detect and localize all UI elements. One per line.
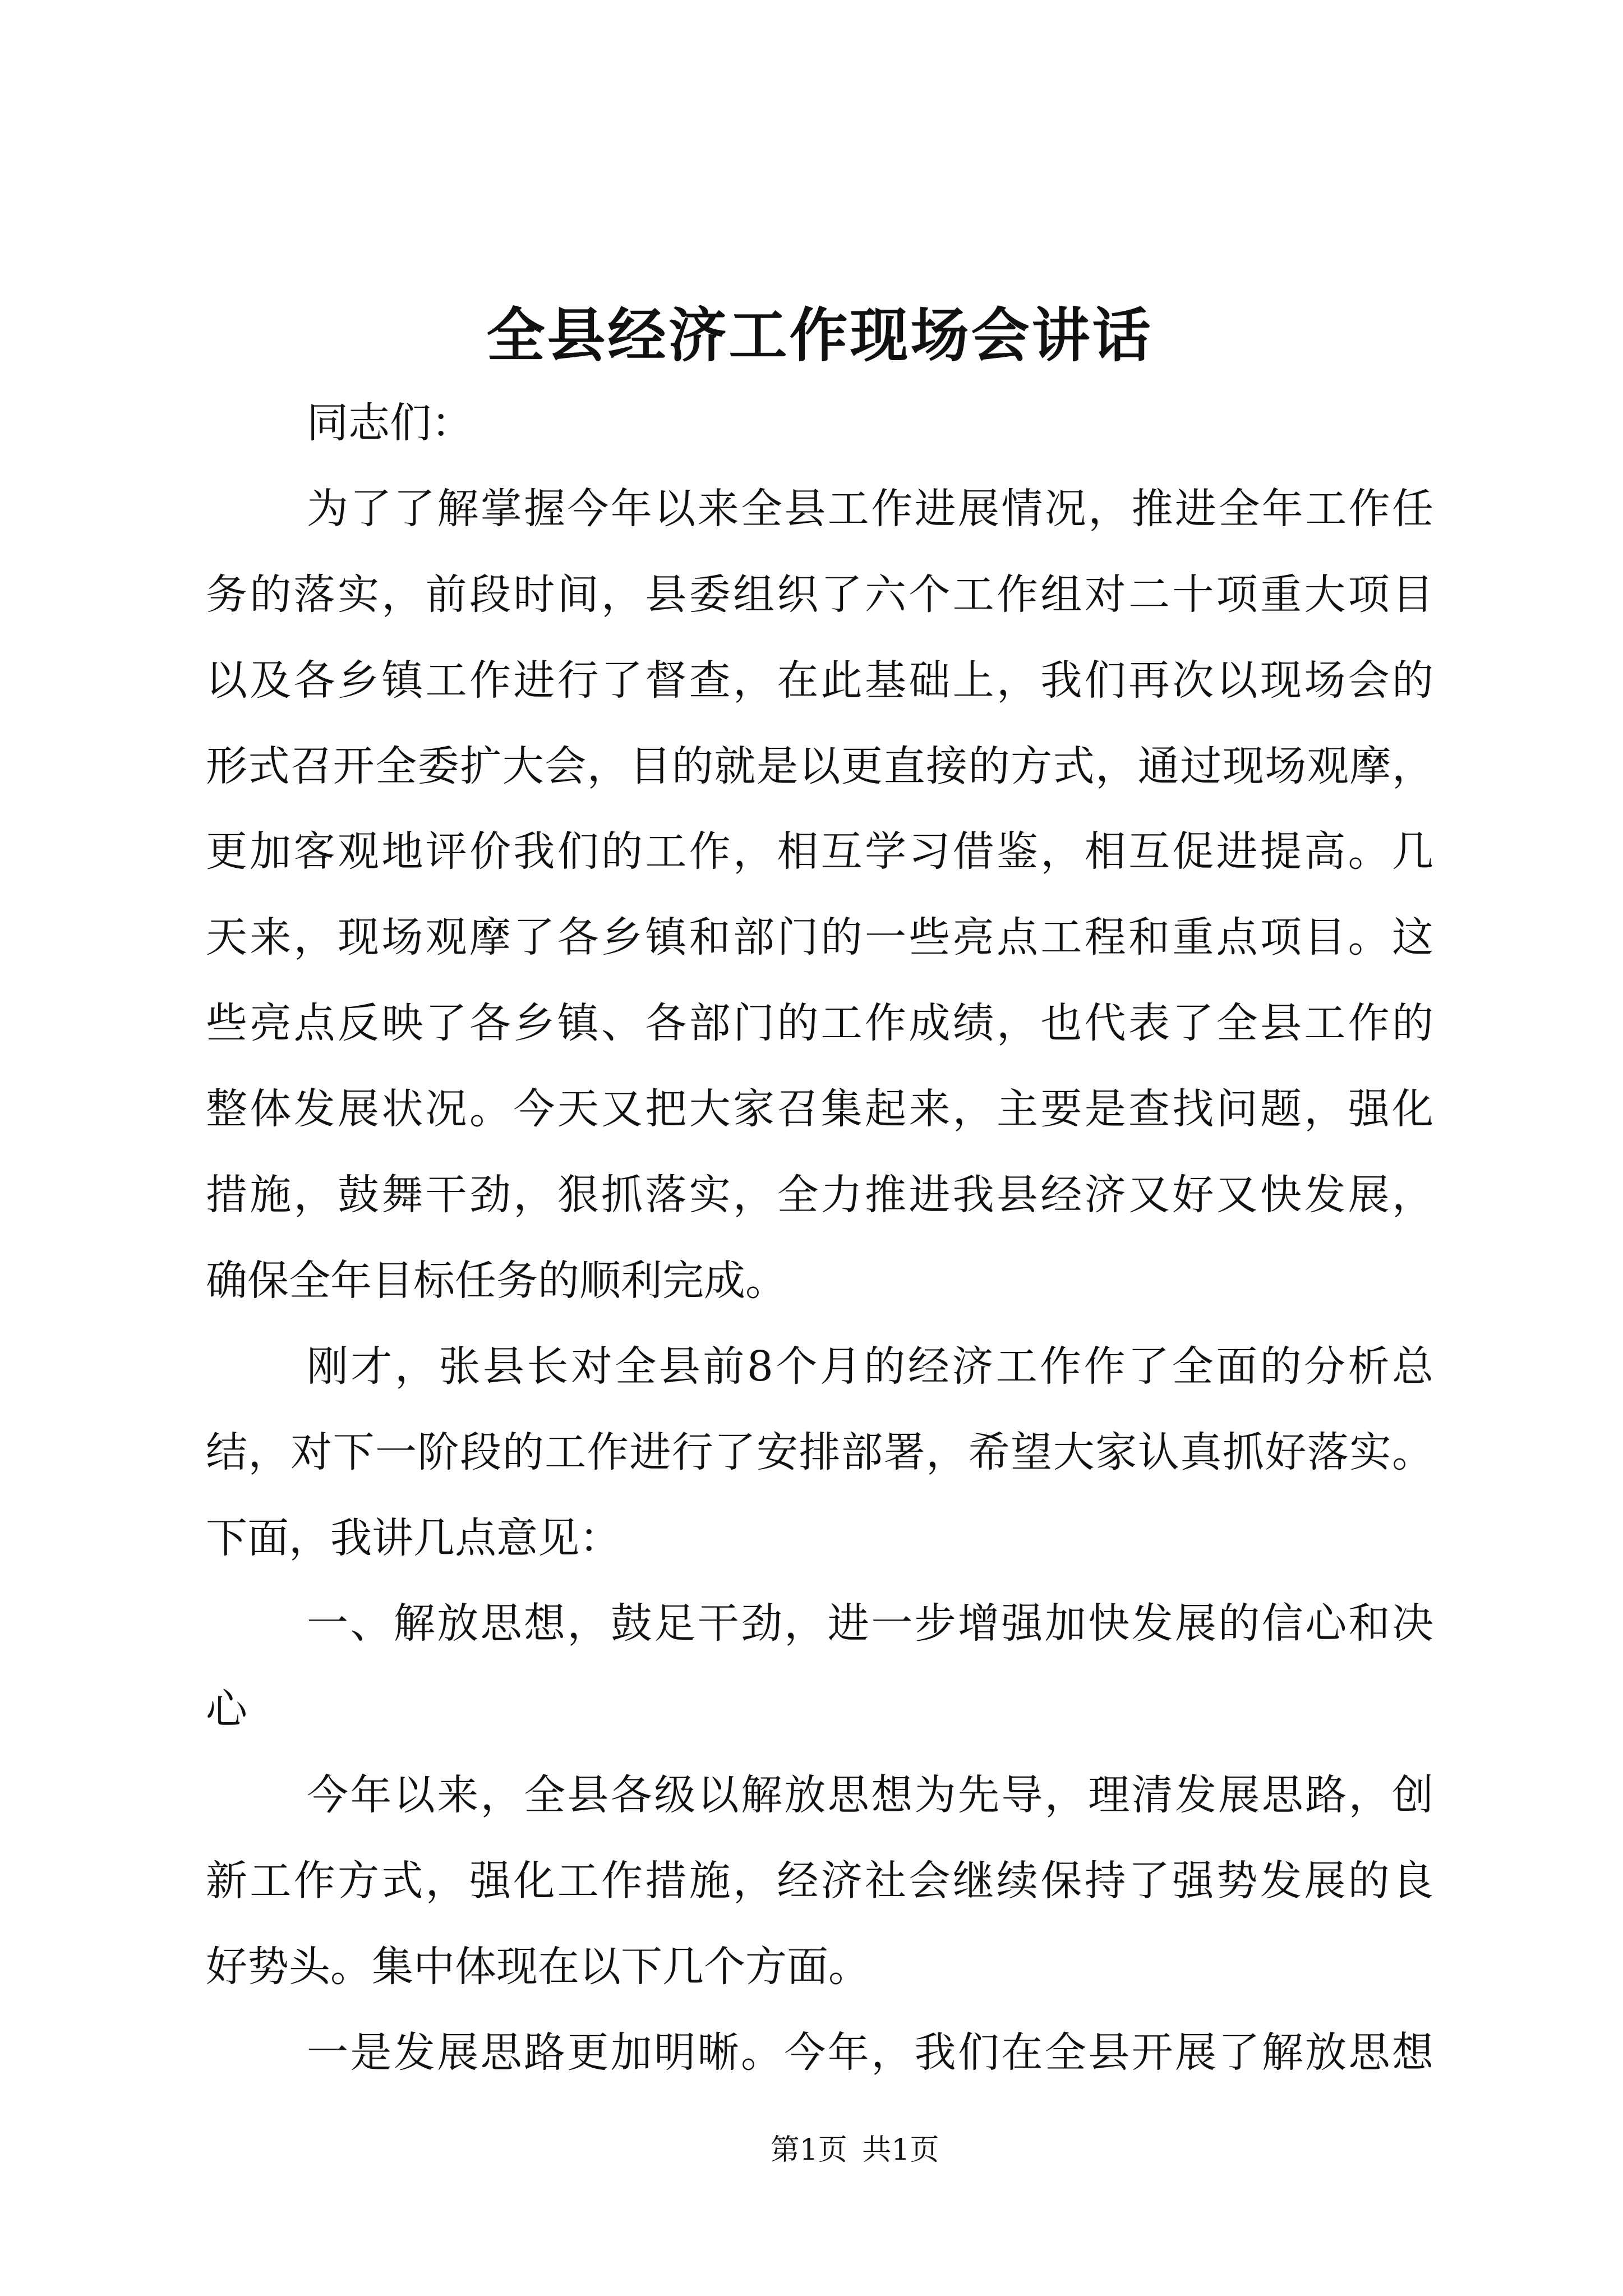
body-line: 为了了解掌握今年以来全县工作进展情况，推进全年工作任 [307,484,1433,533]
page-title: 全县经济工作现场会讲话 [486,301,1153,370]
body-line: 更加客观地评价我们的工作，相互学习借鉴，相互促进提高。几 [206,827,1433,876]
body-line: 今年以来，全县各级以解放思想为先导，理清发展思路，创 [307,1771,1433,1820]
salutation: 同志们： [307,399,473,447]
section-heading [206,1581,1433,1752]
paragraph [206,1752,1433,2010]
body-line: 天来，现场观摩了各乡镇和部门的一些亮点工程和重点项目。这 [206,913,1433,962]
document-body [206,380,1433,2096]
body-line: 结，对下一阶段的工作进行了安排部署，希望大家认真抓好落实。 [206,1428,1433,1476]
body-line: 下面，我讲几点意见： [206,1513,621,1562]
page-footer: 第1页 共1页 [770,2133,939,2167]
paragraph [206,1324,1433,1581]
body-line: 一是发展思路更加明晰。今年，我们在全县开展了解放思想 [307,2028,1433,2077]
body-line: 一、解放思想，鼓足干劲，进一步增强加快发展的信心和决 [307,1599,1433,1648]
body-line: 新工作方式，强化工作措施，经济社会继续保持了强势发展的良 [206,1857,1433,1906]
body-line: 形式召开全委扩大会，目的就是以更直接的方式，通过现场观摩， [206,742,1433,790]
body-line: 心 [206,1685,247,1734]
body-line: 确保全年目标任务的顺利完成。 [206,1256,787,1305]
body-line: 好势头。集中体现在以下几个方面。 [206,1943,870,1991]
body-line: 些亮点反映了各乡镇、各部门的工作成绩，也代表了全县工作的 [206,999,1433,1048]
body-line: 务的落实，前段时间，县委组织了六个工作组对二十项重大项目 [206,570,1433,619]
body-line: 整体发展状况。今天又把大家召集起来，主要是查找问题，强化 [206,1085,1433,1134]
body-line: 措施，鼓舞干劲，狠抓落实，全力推进我县经济又好又快发展， [206,1171,1433,1220]
body-line: 以及各乡镇工作进行了督查，在此基础上，我们再次以现场会的 [206,656,1433,705]
paragraph [206,466,1433,1324]
paragraph [206,2010,1433,2096]
body-line: 刚才，张县长对全县前8个月的经济工作作了全面的分析总 [307,1342,1433,1391]
